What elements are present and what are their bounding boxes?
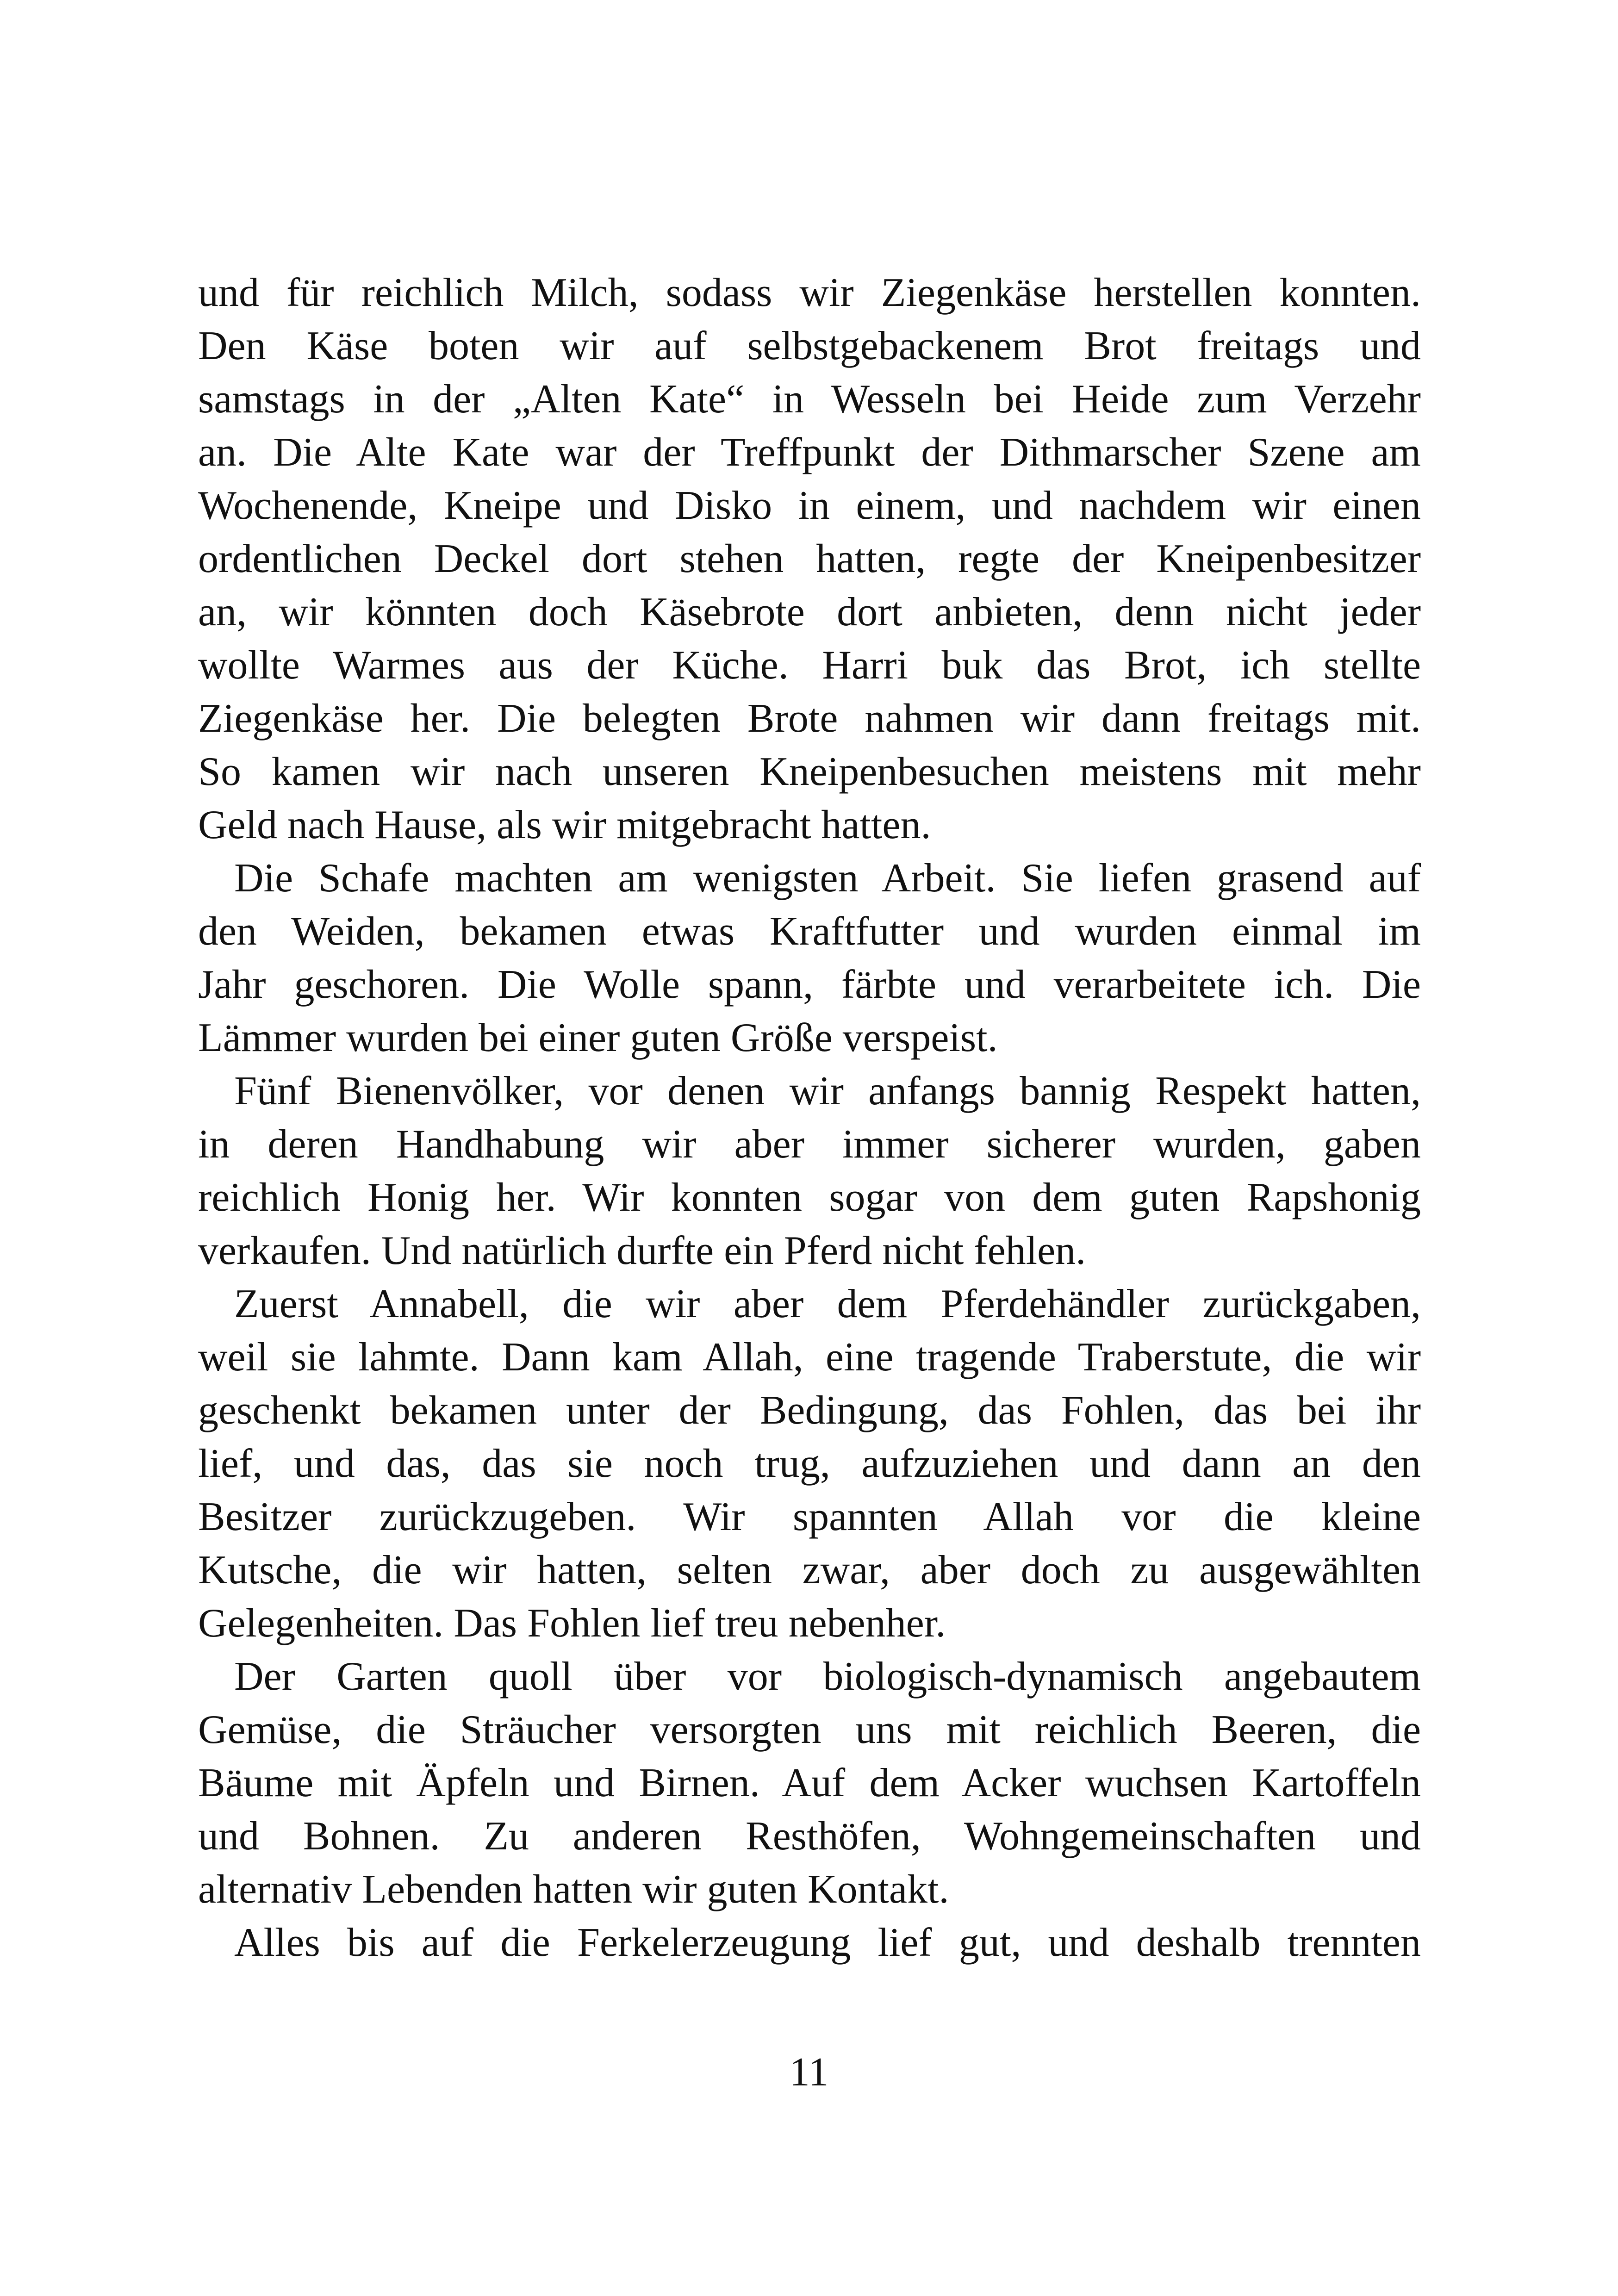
text-line: in deren Handhabung wir aber immer sicherer wurden, gaben <box>198 1122 1421 1167</box>
text-line: geschenkt bekamen unter der Bedingung, das Fohlen, das bei ihr <box>198 1388 1421 1433</box>
text-line: alternativ Lebenden hatten wir guten Kontakt. <box>198 1867 949 1912</box>
text-line: Lämmer wurden bei einer guten Größe verspeist. <box>198 1015 998 1060</box>
body-text <box>198 266 1421 1969</box>
text-line: den Weiden, bekamen etwas Kraftfutter und wurden einmal im <box>198 909 1421 954</box>
text-line: Geld nach Hause, als wir mitgebracht hatten. <box>198 803 931 847</box>
text-line: lief, und das, das sie noch trug, aufzuziehen und dann an den <box>198 1441 1421 1486</box>
text-line: wollte Warmes aus der Küche. Harri buk das Brot, ich stellte <box>198 643 1421 688</box>
text-line: und Bohnen. Zu anderen Resthöfen, Wohngemeinschaften und <box>198 1814 1421 1859</box>
text-line: Kutsche, die wir hatten, selten zwar, aber doch zu ausgewählten <box>198 1548 1421 1593</box>
text-line: Den Käse boten wir auf selbstgebackenem Brot freitags und <box>198 324 1421 368</box>
text-line: Fünf Bienenvölker, vor denen wir anfangs bannig Respekt hatten, <box>234 1069 1421 1114</box>
text-line: Jahr geschoren. Die Wolle spann, färbte und verarbeitete ich. Die <box>198 962 1421 1007</box>
text-line: samstags in der „Alten Kate“ in Wesseln bei Heide zum Verzehr <box>198 377 1421 422</box>
text-line: Wochenende, Kneipe und Disko in einem, und nachdem wir einen <box>198 483 1421 528</box>
text-line: ordentlichen Deckel dort stehen hatten, regte der Kneipenbesitzer <box>198 536 1421 581</box>
text-line: und für reichlich Milch, sodass wir Ziegenkäse herstellen konnten. <box>198 270 1421 315</box>
text-line: Zuerst Annabell, die wir aber dem Pferdehändler zurückgaben, <box>234 1282 1421 1326</box>
text-line: Alles bis auf die Ferkelerzeugung lief gut, und deshalb trennten <box>234 1920 1421 1965</box>
text-line: Gelegenheiten. Das Fohlen lief treu nebenher. <box>198 1601 946 1646</box>
text-line: weil sie lahmte. Dann kam Allah, eine tragende Traberstute, die wir <box>198 1335 1421 1380</box>
text-line: an, wir könnten doch Käsebrote dort anbieten, denn nicht jeder <box>198 590 1421 635</box>
text-line: Bäume mit Äpfeln und Birnen. Auf dem Acker wuchsen Kartoffeln <box>198 1761 1421 1805</box>
text-line: Gemüse, die Sträucher versorgten uns mit reichlich Beeren, die <box>198 1707 1421 1752</box>
text-line: Die Schafe machten am wenigsten Arbeit. Sie liefen grasend auf <box>234 856 1421 901</box>
text-line: reichlich Honig her. Wir konnten sogar von dem guten Rapshonig <box>198 1175 1421 1220</box>
text-line: verkaufen. Und natürlich durfte ein Pferd nicht fehlen. <box>198 1228 1086 1273</box>
text-line: Besitzer zurückzugeben. Wir spannten Allah vor die kleine <box>198 1494 1421 1539</box>
text-line: an. Die Alte Kate war der Treffpunkt der Dithmarscher Szene am <box>198 430 1421 475</box>
text-line: Der Garten quoll über vor biologisch-dynamisch angebautem <box>234 1654 1421 1699</box>
text-line: So kamen wir nach unseren Kneipenbesuchen meistens mit mehr <box>198 749 1421 794</box>
page-number: 11 <box>789 2050 829 2095</box>
text-line: Ziegenkäse her. Die belegten Brote nahmen wir dann freitags mit. <box>198 696 1421 741</box>
